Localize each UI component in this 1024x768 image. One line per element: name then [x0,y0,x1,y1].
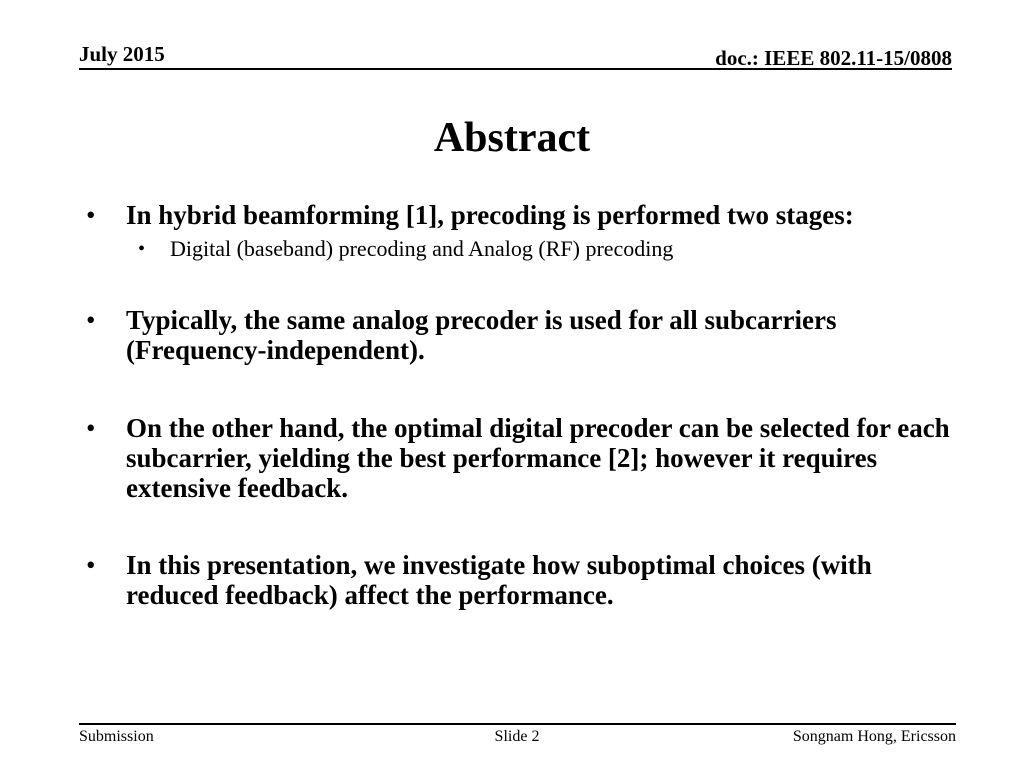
bullet-dot-icon: • [86,305,96,335]
bullet-item-1 [82,200,952,264]
sub-bullet-dot-icon: • [138,238,146,260]
header-date: July 2015 [79,42,165,66]
footer-divider [79,723,956,725]
bullet-item-2 [82,305,952,365]
sub-bullet-item [82,234,952,264]
bullet-item-4 [82,550,952,610]
bullet-text: Typically, the same analog precoder is used for all subcarriers (Frequency-independent). [126,305,837,365]
bullet-list [82,200,952,610]
header-divider [79,68,952,70]
footer-slide-number: Slide 2 [494,728,540,745]
bullet-text: In this presentation, we investigate how suboptimal choices (with reduced feedback) affect the performance. [126,550,872,610]
bullet-text: On the other hand, the optimal digital precoder can be selected for each subcarrier, yielding the best performance [2]; however it requires extensive feedback. [126,413,950,503]
footer-submission: Submission [79,728,154,745]
header-doc-id: doc.: IEEE 802.11-15/0808 [715,46,952,70]
bullet-item-3 [82,413,952,503]
footer-author: Songnam Hong, Ericsson [792,728,956,745]
sub-bullet-text: Digital (baseband) precoding and Analog (RF) precoding [170,236,674,261]
bullet-dot-icon: • [86,413,96,443]
bullet-dot-icon: • [86,550,96,580]
slide-title: Abstract [433,115,591,161]
bullet-dot-icon: • [86,200,96,230]
bullet-text: In hybrid beamforming [1], precoding is performed two stages: [126,200,854,230]
